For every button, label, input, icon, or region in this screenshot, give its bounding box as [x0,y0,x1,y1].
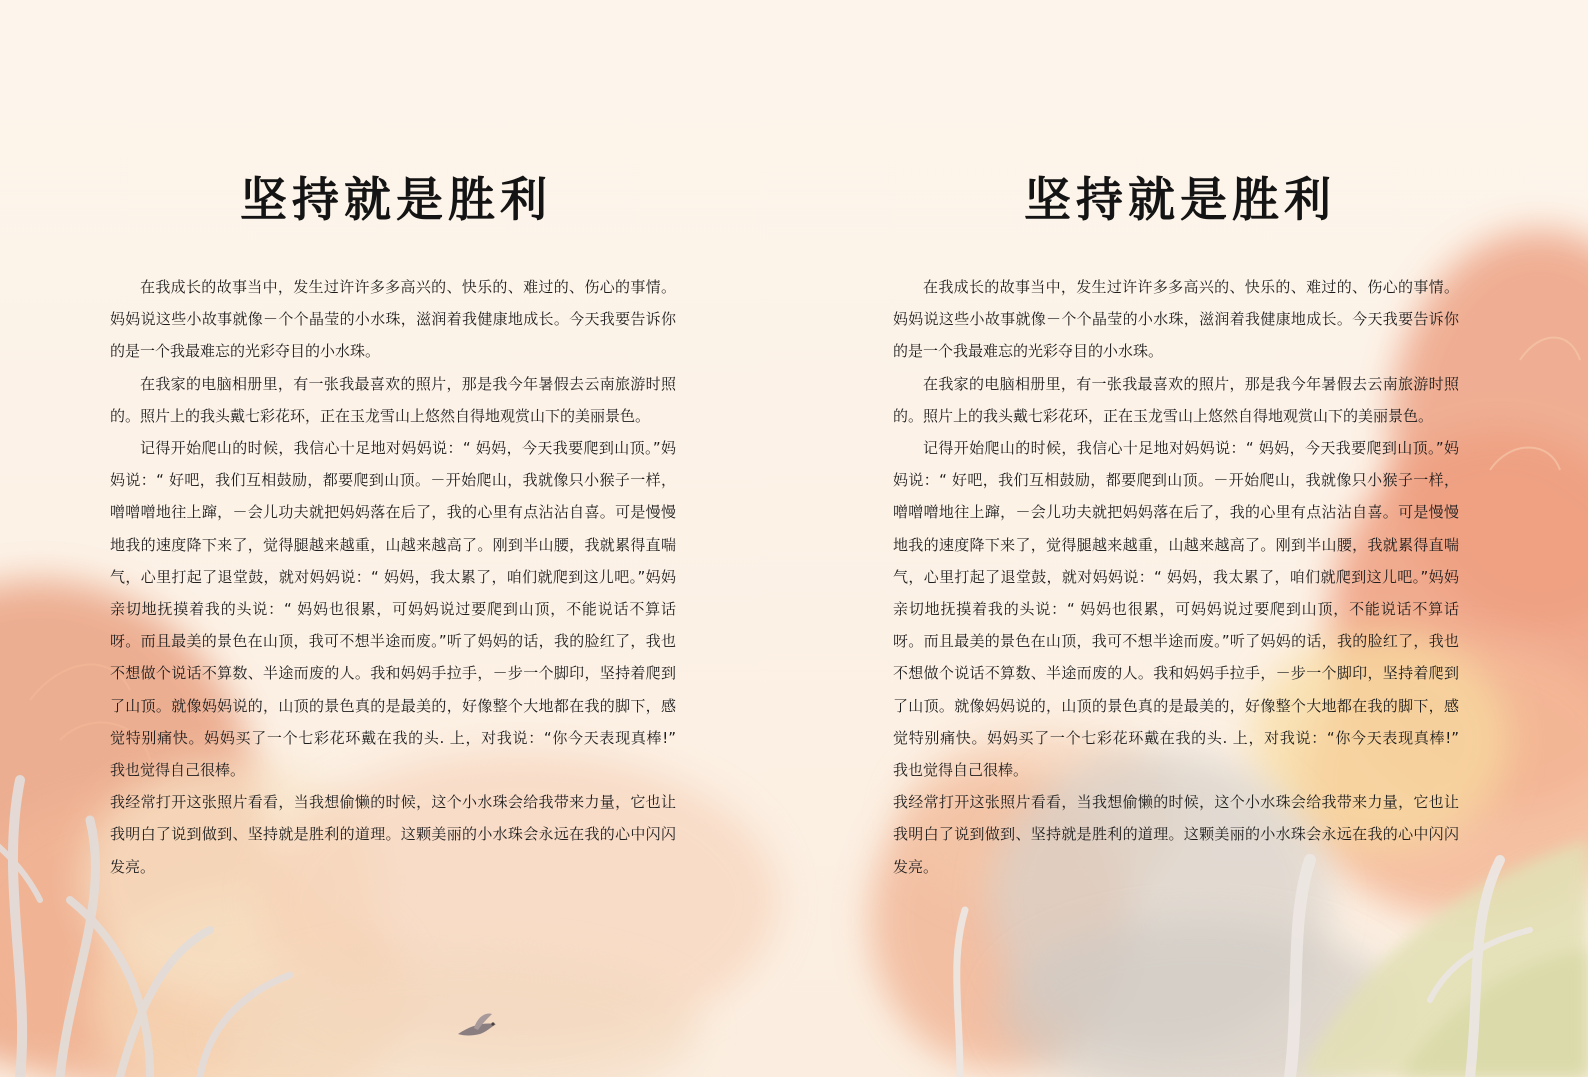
paragraph: 在我成长的故事当中，发生过许许多多高兴的、快乐的、难过的、伤心的事情。妈妈说这些小故事就像－个个晶莹的小水珠，滋润着我健康地成长。今天我要告诉你的是一个我最难忘的光彩夺目的小水珠。 [110,278,676,361]
article-body [110,271,692,883]
page-title: 坚持就是胜利 [1024,173,1336,228]
paragraph: 我经常打开这张照片看看，当我想偷懒的时候，这个小水珠会给我带来力量，它也让我明白了说到做到、坚持就是胜利的道理。这颗美丽的小水珠会永远在我的心中闪闪发亮。 [110,793,676,876]
paragraph: 记得开始爬山的时候，我信心十足地对妈妈说：“ 妈妈，今天我要爬到山顶。”妈妈说：“ 好吧，我们互相鼓励，都要爬到山顶。－开始爬山，我就像只小猴子一样，噌噌噌地往上蹿，－会儿功夫就把妈妈落在后了，我的心里有点沾沾自喜。可是慢慢地我的速度降下来了，觉得腿越来越重，山越来越高了。刚到半山腰，我就累得直喘气，心里打起了退堂鼓，就对妈妈说：“ 妈妈，我太累了，咱们就爬到这儿吧。”妈妈亲切地抚摸着我的头说：“ 妈妈也很累，可妈妈说过要爬到山顶，不能说话不算话呀。而且最美的景色在山顶，我可不想半途而废。”听了妈妈的话，我的脸红了，我也不想做个说话不算数、半途而废的人。我和妈妈手拉手，－步一个脚印，坚持着爬到了山顶。就像妈妈说的，山顶的景色真的是最美的，好像整个大地都在我的脚下，感觉特别痛快。妈妈买了一个七彩花环戴在我的头. 上，对我说：“你今天表现真棒!” 我也觉得自己很棒。 [893,439,1475,780]
paragraph: 记得开始爬山的时候，我信心十足地对妈妈说：“ 妈妈，今天我要爬到山顶。”妈妈说：“ 好吧，我们互相鼓励，都要爬到山顶。－开始爬山，我就像只小猴子一样，噌噌噌地往上蹿，－会儿功夫就把妈妈落在后了，我的心里有点沾沾自喜。可是慢慢地我的速度降下来了，觉得腿越来越重，山越来越高了。刚到半山腰，我就累得直喘气，心里打起了退堂鼓，就对妈妈说：“ 妈妈，我太累了，咱们就爬到这儿吧。”妈妈亲切地抚摸着我的头说：“ 妈妈也很累，可妈妈说过要爬到山顶，不能说话不算话呀。而且最美的景色在山顶，我可不想半途而废。”听了妈妈的话，我的脸红了，我也不想做个说话不算数、半途而废的人。我和妈妈手拉手，－步一个脚印，坚持着爬到了山顶。就像妈妈说的，山顶的景色真的是最美的，好像整个大地都在我的脚下，感觉特别痛快。妈妈买了一个七彩花环戴在我的头. 上，对我说：“你今天表现真棒!” 我也觉得自己很棒。 [110,439,692,780]
paragraph: 我经常打开这张照片看看，当我想偷懒的时候，这个小水珠会给我带来力量，它也让我明白了说到做到、坚持就是胜利的道理。这颗美丽的小水珠会永远在我的心中闪闪发亮。 [893,793,1459,876]
paragraph: 在我成长的故事当中，发生过许许多多高兴的、快乐的、难过的、伤心的事情。妈妈说这些小故事就像－个个晶莹的小水珠，滋润着我健康地成长。今天我要告诉你的是一个我最难忘的光彩夺目的小水珠。 [893,278,1459,361]
paragraph: 在我家的电脑相册里，有一张我最喜欢的照片，那是我今年暑假去云南旅游时照的。照片上的我头戴七彩花环，正在玉龙雪山上悠然自得地观赏山下的美丽景色。 [110,374,676,425]
page-title: 坚持就是胜利 [240,173,552,228]
article-body [893,271,1475,883]
paragraph: 在我家的电脑相册里，有一张我最喜欢的照片，那是我今年暑假去云南旅游时照的。照片上的我头戴七彩花环，正在玉龙雪山上悠然自得地观赏山下的美丽景色。 [893,374,1459,425]
right-page [794,0,1588,1077]
